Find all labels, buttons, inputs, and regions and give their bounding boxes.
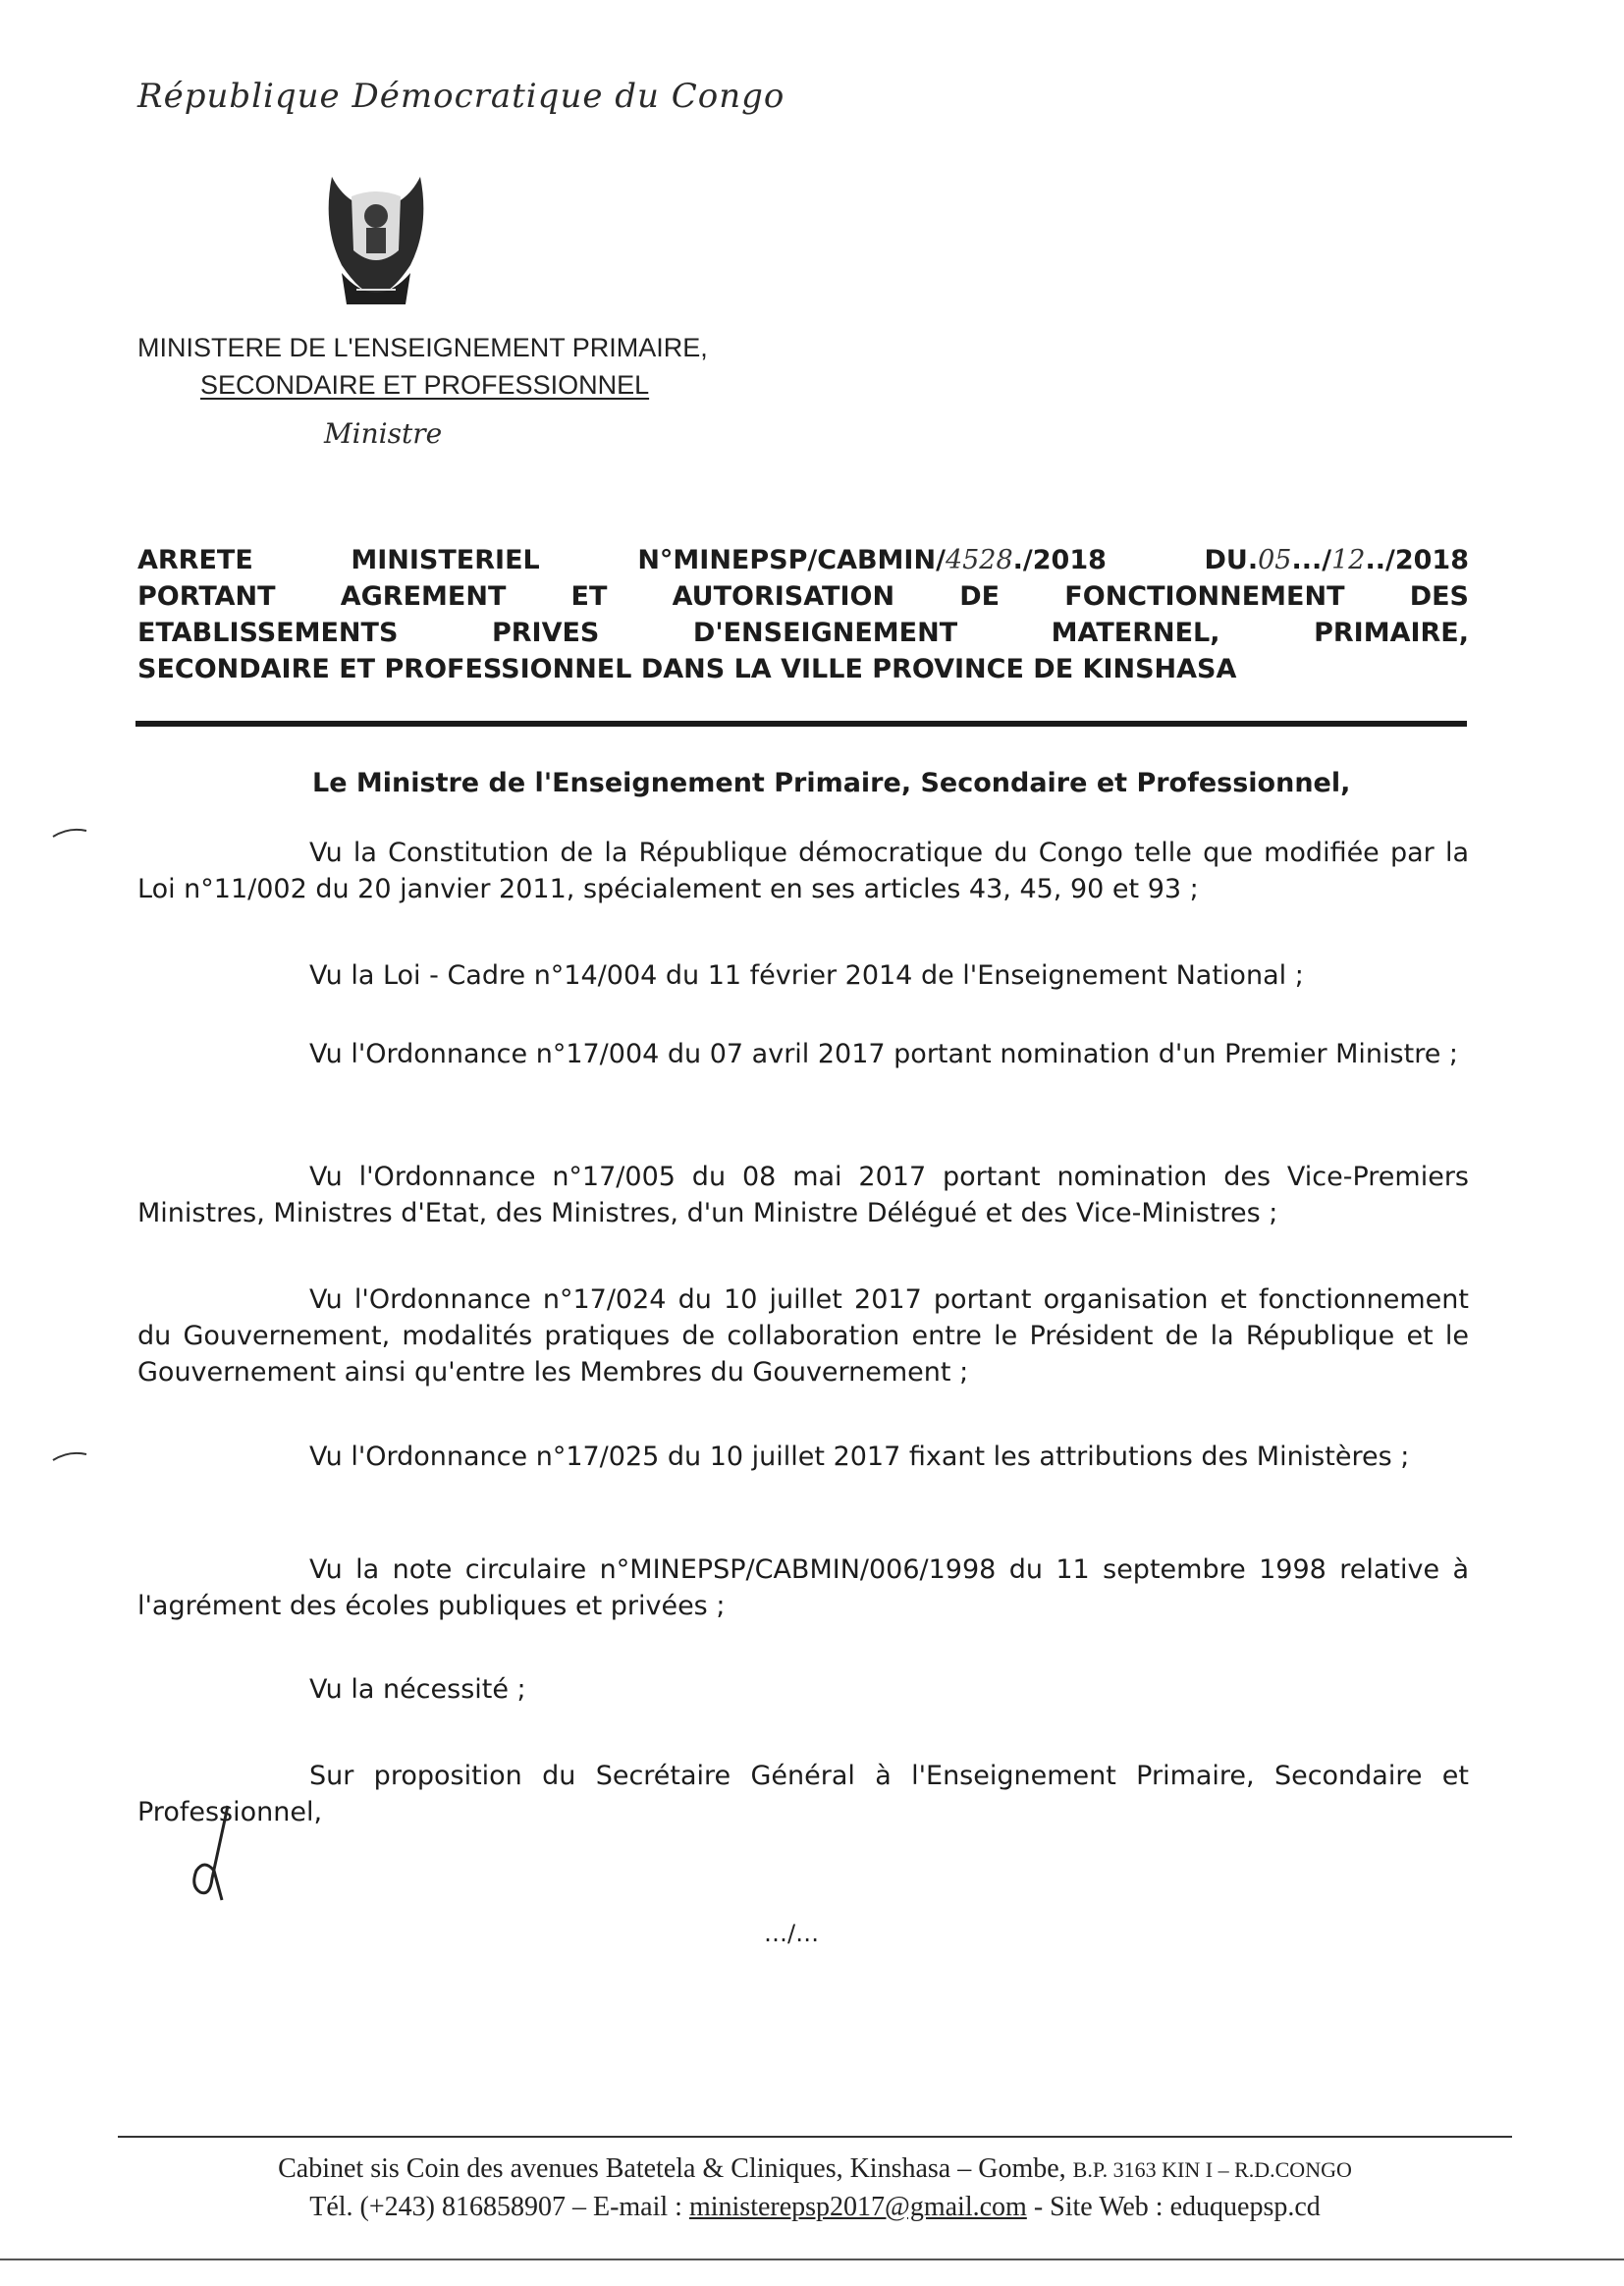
decree-month-handwritten: 12 [1331, 545, 1366, 575]
footer-address: Cabinet sis Coin des avenues Batetela & Cliniques, Kinshasa – Gombe, [278, 2153, 1066, 2184]
footer-po-box: B.P. 3163 KIN I – R.D.CONGO [1072, 2157, 1352, 2182]
consideration-7: Vu la note circulaire n°MINEPSP/CABMIN/006/1998 du 11 septembre 1998 relative à l'agrément des écoles publiques et privées ; [137, 1554, 1469, 1621]
decree-line-4: SECONDAIRE ET PROFESSIONNEL DANS LA VILLE PROVINCE DE KINSHASA [137, 654, 1237, 684]
minister-title: Ministre [324, 417, 443, 450]
country-name: République Démocratique du Congo [137, 77, 785, 116]
footer-contact-line [128, 2189, 1502, 2226]
consideration-2: Vu la Loi - Cadre n°14/004 du 11 février 2014 de l'Enseignement National ; [309, 960, 1304, 991]
consideration-6: Vu l'Ordonnance n°17/025 du 10 juillet 2017 fixant les attributions des Ministères ; [309, 1442, 1410, 1472]
footer [128, 2150, 1502, 2226]
ministry-line-2: SECONDAIRE ET PROFESSIONNEL [200, 370, 650, 400]
consideration-1: Vu la Constitution de la République démocratique du Congo telle que modifiée par la Loi n°11/002 du 20 janvier 2011, spécialement en ses articles 43, 45, 90 et 93 ; [137, 838, 1469, 904]
decree-day-handwritten: 05 [1258, 545, 1292, 575]
consideration-8: Vu la nécessité ; [309, 1674, 526, 1705]
ministry-header [137, 329, 708, 404]
page-bottom-edge [0, 2259, 1624, 2260]
consideration-4: Vu l'Ordonnance n°17/005 du 08 mai 2017 portant nomination des Vice-Premiers Ministres, Ministres d'Etat, des Ministres, d'un Ministre Délégué et des Vice-Ministres ; [137, 1162, 1469, 1228]
title-divider [135, 721, 1467, 727]
initials-signature-icon [187, 1802, 245, 1910]
continued-marker: …/… [764, 1920, 820, 1947]
preamble-title: Le Ministre de l'Enseignement Primaire, Secondaire et Professionnel, [312, 768, 1351, 798]
ministry-line-1: MINISTERE DE L'ENSEIGNEMENT PRIMAIRE, [137, 333, 708, 362]
margin-mark-icon [51, 825, 90, 841]
footer-phone: Tél. (+243) 816858907 – E-mail : [309, 2192, 682, 2222]
coat-of-arms-emblem [312, 157, 440, 314]
footer-address-line [128, 2150, 1502, 2189]
decree-title [137, 542, 1469, 687]
consideration-5: Vu l'Ordonnance n°17/024 du 10 juillet 2017 portant organisation et fonctionnement du Gouvernement, modalités pratiques de collaboration entre le Président de la République et le Gouvernement ainsi qu'entre les Membres du Gouvernement ; [137, 1284, 1469, 1388]
decree-number-handwritten: 4528 [945, 545, 1013, 575]
footer-divider [118, 2136, 1512, 2138]
consideration-3: Vu l'Ordonnance n°17/004 du 07 avril 2017 portant nomination d'un Premier Ministre ; [309, 1039, 1458, 1069]
decree-line-1: ARRETE MINISTERIEL N°MINEPSP/CABMIN/4528./2018 DU.05.../12../2018 [137, 545, 1470, 575]
decree-line-2: PORTANT AGREMENT ET AUTORISATION DE FONCTIONNEMENT DES [137, 581, 1469, 612]
margin-mark-icon [51, 1448, 90, 1464]
footer-website: - Site Web : eduquepsp.cd [1033, 2192, 1321, 2222]
consideration-9: Sur proposition du Secrétaire Général à l'Enseignement Primaire, Secondaire et Professionnel, [137, 1761, 1469, 1827]
decree-line-3: ETABLISSEMENTS PRIVES D'ENSEIGNEMENT MATERNEL, PRIMAIRE, [137, 618, 1469, 648]
footer-email-link[interactable]: ministerepsp2017@gmail.com [688, 2192, 1027, 2222]
